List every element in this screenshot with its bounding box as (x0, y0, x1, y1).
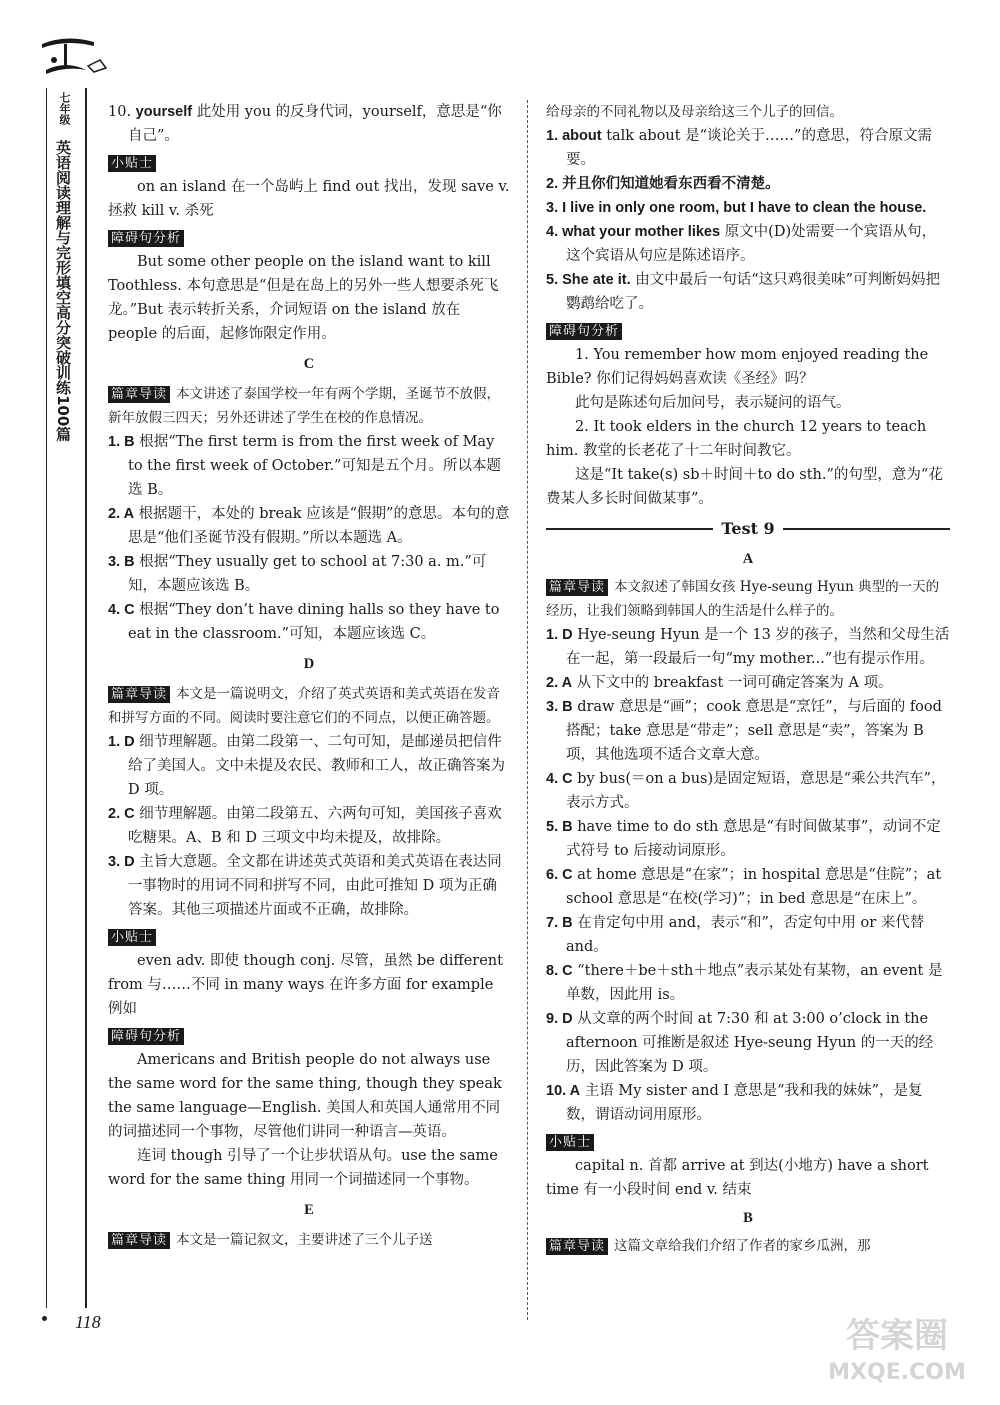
answer-item: 2. 并且你们知道她看东西看不清楚。 (546, 176, 780, 192)
answer-item: 7. B 在肯定句中用 and，表示“和”，否定句中用 or 来代替 and。 (546, 915, 925, 955)
tip-tag: 小贴士 (108, 155, 156, 172)
intro-continued: 给母亲的不同礼物以及母亲给这三个儿子的回信。 (546, 104, 843, 120)
intro-tag: 篇章导读 (546, 579, 608, 596)
answer-item: 10. yourself 此处用 you 的反身代词，yourself，意思是“你自己”。 (108, 104, 502, 144)
section-heading: A (742, 551, 754, 567)
intro-text: 本文是一篇记叙文，主要讲述了三个儿子送 (176, 1232, 433, 1248)
intro-tag: 篇章导读 (108, 1232, 170, 1249)
answer-item: 6. C at home 意思是“在家”；in hospital 意思是“住院”；at school 意思是“在校(学习)”；in bed 意思是“在床上”。 (546, 867, 942, 907)
answer-item: 4. C 根据“They don’t have dining halls so they have to eat in the classroom.”可知，本题应该选 C。 (108, 602, 500, 642)
right-column (546, 100, 950, 1258)
intro-tag: 篇章导读 (546, 1238, 608, 1255)
answer-item: 5. B have time to do sth 意思是“有时间做某事”，动词不定式符号 to 后接动词原形。 (546, 819, 941, 859)
answer-item: 8. C “there＋be＋sth＋地点”表示某处有某物，an event 是单数，因此用 is。 (546, 963, 943, 1003)
book-title: 英语阅读理解与完形填空高分突破训练100篇 (54, 140, 72, 442)
intro-text: 这篇文章给我们介绍了作者的家乡瓜洲，那 (614, 1238, 871, 1254)
answer-item: 2. A 根据题干，本处的 break 应该是“假期”的意思。本句的意思是“他们圣诞节没有假期。”所以本题选 A。 (108, 506, 510, 546)
intro-text: 本文是一篇说明文，介绍了英式英语和美式英语在发音和拼写方面的不同。阅读时要注意它们的不同点，以便正确答题。 (108, 686, 501, 726)
heading-rule (783, 528, 950, 530)
grade-label: 七年级 (58, 92, 71, 125)
answer-item: 4. what your mother likes 原文中(D)处需要一个宾语从句，这个宾语从句应是陈述语序。 (546, 224, 937, 264)
test-title: Test 9 (721, 519, 775, 538)
analysis-text: 1. You remember how mom enjoyed reading the Bible? 你们记得妈妈喜欢读《圣经》吗？ (546, 347, 929, 387)
left-column (108, 100, 510, 1252)
answer-item: 3. I live in only one room, but I have to clean the house. (546, 200, 927, 216)
section-heading: D (303, 656, 315, 672)
column-divider (527, 100, 528, 1320)
tip-text: on an island 在一个岛屿上 find out 找出，发现 save v. 拯救 kill v. 杀死 (108, 179, 510, 219)
section-heading: C (303, 356, 315, 372)
intro-text: 本文叙述了韩国女孩 Hye-seung Hyun 典型的一天的经历，让我们领略到韩国人的生活是什么样子的。 (546, 579, 940, 619)
analysis-tag: 障碍句分析 (108, 230, 184, 247)
intro-tag: 篇章导读 (108, 386, 170, 403)
intro-tag: 篇章导读 (108, 686, 170, 703)
analysis-text: 这是“It take(s) sb＋时间＋to do sth.”的句型，意为“花费某人多长时间做某事”。 (546, 467, 943, 507)
answer-item: 1. D Hye-seung Hyun 是一个 13 岁的孩子，当然和父母生活在一起，第一段最后一句“my mother...”也有提示作用。 (546, 627, 950, 667)
analysis-tag: 障碍句分析 (546, 323, 622, 340)
analysis-text: 连词 though 引导了一个让步状语从句。use the same word for the same thing 用同一个词描述同一个事物。 (108, 1148, 498, 1188)
answer-item: 1. D 细节理解题。由第二段第一、二句可知，是邮递员把信件给了美国人。文中未提及农民、教师和工人，故正确答案为 D 项。 (108, 734, 505, 798)
section-heading: B (743, 1210, 753, 1226)
answer-item: 2. C 细节理解题。由第二段第五、六两句可知，美国孩子喜欢吃糖果。A、B 和 D 三项文中均未提及，故排除。 (108, 806, 502, 846)
watermark-text-top: 答案圈 (846, 1316, 948, 1356)
book-logo-icon (36, 30, 116, 82)
test-heading (546, 517, 950, 541)
tip-text: even adv. 即使 though conj. 尽管，虽然 be different from 与……不同 in many ways 在许多方面 for example 例如 (108, 953, 503, 1017)
analysis-text: But some other people on the island want to kill Toothless. 本句意思是“但是在岛上的另外一些人想要杀死飞龙。”But 表示转折关系，介词短语 on the island 放在 people 的后面，起修饰限定作用。 (108, 254, 499, 342)
tip-text: capital n. 首都 arrive at 到达(小地方) have a short time 有一小段时间 end v. 结束 (546, 1158, 929, 1198)
sidebar-rule-right (85, 88, 87, 1308)
analysis-text: 此句是陈述句后加问号，表示疑问的语气。 (575, 395, 851, 411)
intro-text: 本文讲述了泰国学校一年有两个学期，圣诞节不放假，新年放假三四天；另外还讲述了学生在校的作息情况。 (108, 386, 501, 426)
answer-item: 5. She ate it. 由文中最后一句话“这只鸡很美味”可判断妈妈把鹦鹉给吃了。 (546, 272, 941, 312)
answer-item: 1. B 根据“The first term is from the first week of May to the first week of October.”可知是五个月。所以本题选 B。 (108, 434, 501, 498)
answer-item: 10. A 主语 My sister and I 意思是“我和我的妹妹”，是复数，谓语动词用原形。 (546, 1083, 923, 1123)
page-dot (42, 1316, 47, 1321)
answer-item: 1. about talk about 是“谈论关于……”的意思，符合原文需要。 (546, 128, 932, 168)
section-heading: E (304, 1202, 314, 1218)
page-number: 118 (75, 1312, 101, 1332)
answer-item: 4. C by bus(＝on a bus)是固定短语，意思是“乘公共汽车”，表示方式。 (546, 771, 946, 811)
tip-tag: 小贴士 (546, 1134, 594, 1151)
answer-item: 3. D 主旨大意题。全文都在讲述英式英语和美式英语在表达同一事物时的用词不同和拼写不同，由此可推知 D 项为正确答案。其他三项描述片面或不正确，故排除。 (108, 854, 502, 918)
analysis-text: 2. It took elders in the church 12 years to teach him. 教堂的长老花了十二年时间教它。 (546, 419, 927, 459)
analysis-text: Americans and British people do not always use the same word for the same thing, though they speak the same language—English. 美国人和英国人通常用不同的词描述同一个事物，尽管他们讲同一种语言—英语。 (108, 1052, 502, 1140)
answer-item: 2. A 从下文中的 breakfast 一词可确定答案为 A 项。 (546, 675, 893, 691)
answer-item: 3. B 根据“They usually get to school at 7:30 a. m.”可知，本题应该选 B。 (108, 554, 487, 594)
heading-rule (546, 528, 713, 530)
tip-tag: 小贴士 (108, 929, 156, 946)
answer-item: 9. D 从文章的两个时间 at 7:30 和 at 3:00 o’clock in the afternoon 可推断是叙述 Hye-seung Hyun 的一天的经历，因此答案为 D 项。 (546, 1011, 934, 1075)
watermark-text-bottom: MXQE.COM (828, 1360, 966, 1385)
sidebar-rule-left (46, 88, 47, 1308)
watermark-logo (812, 1307, 982, 1387)
analysis-tag: 障碍句分析 (108, 1028, 184, 1045)
answer-item: 3. B draw 意思是“画”；cook 意思是“烹饪”，与后面的 food 搭配；take 意思是“带走”；sell 意思是“卖”，答案为 B 项，其他选项不适合文章大意。 (546, 699, 942, 763)
